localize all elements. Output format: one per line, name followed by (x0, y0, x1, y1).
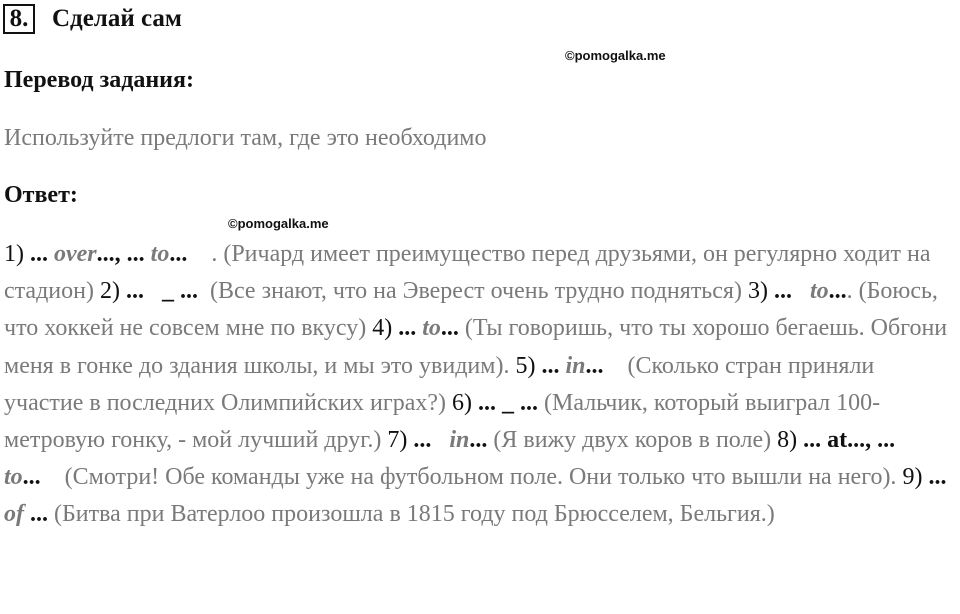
watermark-top: ©pomogalka.me (565, 48, 666, 63)
answer-number: 8) (777, 427, 798, 454)
answer-preposition: at (827, 427, 848, 454)
answer-paragraph (4, 236, 956, 534)
answer-translation: (Мальчик, который выиграл 100-метровую гонку, - мой лучший друг.) (4, 389, 881, 454)
watermark-answer: ©pomogalka.me (228, 216, 329, 231)
answer-translation: (Битва при Ватерлоо произошла в 1815 году под Брюсселем, Бельгия.) (54, 501, 775, 528)
answer-preposition: _ (502, 389, 515, 416)
blank-dots: ... (169, 241, 188, 267)
answer-number: 1) (4, 241, 24, 267)
blank-dots: ... (440, 315, 459, 342)
answer-7 (387, 427, 771, 453)
translation-heading: Перевод задания: (4, 67, 194, 93)
blank-dots: ... (179, 278, 198, 305)
answer-preposition: over (54, 241, 97, 267)
answer-translation: . (Ричард имеет преимущество перед друзьями, он регулярно ходит на стадион) (4, 241, 931, 305)
blank-dots: ... (520, 389, 539, 416)
blank-dots: ..., ... (96, 241, 145, 267)
blank-dots: ... (30, 241, 48, 267)
blank-dots: ... (828, 278, 847, 305)
answer-preposition: to (4, 464, 23, 491)
blank-dots: ... (803, 427, 822, 454)
task-text: Используйте предлоги там, где это необходимо (4, 125, 487, 151)
answer-2 (100, 278, 742, 304)
blank-dots: ..., ... (847, 427, 896, 454)
answer-preposition: _ (161, 278, 174, 305)
blank-dots: ... (585, 352, 604, 379)
answer-preposition: to (422, 315, 441, 342)
exercise-title: Сделай сам (52, 5, 182, 32)
blank-dots: ... (469, 427, 488, 454)
exercise-number: 8. (3, 4, 35, 34)
blank-dots: ... (773, 278, 792, 305)
answer-number: 4) (372, 315, 393, 342)
answer-preposition: to (809, 278, 829, 305)
answer-translation: (Сколько стран приняли участие в последних Олимпийских играх?) (4, 352, 875, 416)
answer-translation: (Все знают, что на Эверест очень трудно подняться) (209, 278, 742, 305)
answer-translation: (Я вижу двух коров в поле) (493, 427, 772, 454)
answer-number: 2) (99, 278, 120, 305)
answer-heading: Ответ: (4, 182, 78, 208)
answer-preposition: to (150, 241, 170, 267)
blank-dots: ... (928, 464, 947, 491)
answer-number: 5) (515, 352, 536, 379)
answer-preposition: in (565, 352, 586, 379)
answer-number: 6) (452, 389, 473, 416)
answer-number: 7) (387, 427, 408, 454)
blank-dots: ... (413, 427, 432, 454)
blank-dots: ... (22, 464, 41, 491)
answer-preposition: in (449, 427, 470, 454)
blank-dots: ... (30, 501, 48, 528)
answer-translation: . (Боюсь, что хоккей не совсем мне по вкусу) (4, 278, 938, 342)
blank-dots: ... (478, 389, 497, 416)
answer-number: 3) (747, 278, 768, 305)
answer-preposition: of (4, 501, 24, 528)
blank-dots: ... (125, 278, 144, 305)
answer-translation: (Смотри! Обе команды уже на футбольном поле. Они только что вышли на него). (64, 464, 897, 491)
blank-dots: ... (541, 352, 560, 379)
answer-number: 9) (902, 464, 923, 491)
answer-translation: (Ты говоришь, что ты хорошо бегаешь. Обгони меня в гонке до здания школы, и мы это увидим). (4, 315, 948, 379)
blank-dots: ... (398, 315, 417, 342)
